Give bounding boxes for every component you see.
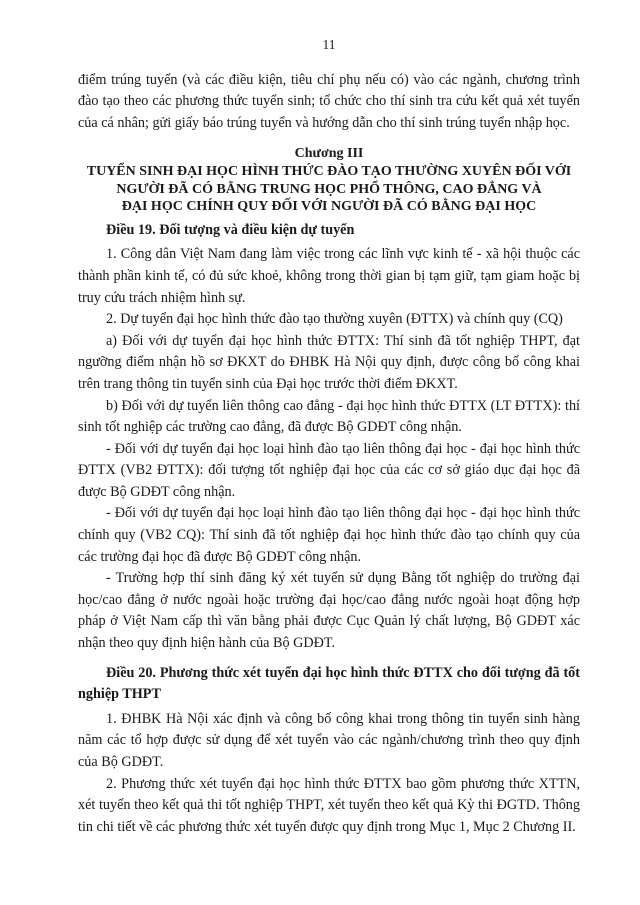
chapter-title-line: ĐẠI HỌC CHÍNH QUY ĐỐI VỚI NGƯỜI ĐÃ CÓ BẰNG ĐẠI HỌC — [121, 199, 537, 215]
chapter-title — [78, 163, 580, 216]
article-20-paragraph: 1. ĐHBK Hà Nội xác định và công bố công khai trong thông tin tuyển sinh hàng năm các tổ hợp được sử dụng để xét tuyển vào các ngành/chương trình theo quy định của Bộ GDĐT. — [78, 710, 580, 770]
chapter-title-line: NGƯỜI ĐÃ CÓ BẰNG TRUNG HỌC PHỔ THÔNG, CAO ĐẲNG VÀ — [116, 181, 542, 197]
chapter-label: Chương III — [294, 146, 364, 162]
article-19-paragraph: - Trường hợp thí sinh đăng ký xét tuyển sử dụng Bằng tốt nghiệp do trường đại học/cao đẳng ở nước ngoài hoặc trường đại học/cao đẳng nước ngoài hoạt động hợp pháp ở Việt Nam cấp thì văn bằng phải được Cục Quản lý chất lượng, Bộ GDĐT xác nhận theo quy định hiện hành của Bộ GDĐT. — [78, 570, 580, 652]
article-19-paragraph: 1. Công dân Việt Nam đang làm việc trong các lĩnh vực kinh tế - xã hội thuộc các thành phần kinh tế, có đủ sức khoẻ, không trong thời gian bị tạm giữ, tạm giam hoặc bị truy cứu trách nhiệm hình sự. — [78, 246, 580, 306]
article-19-paragraph: - Đối với dự tuyển đại học loại hình đào tạo liên thông đại học - đại học hình thức ĐTTX (VB2 ĐTTX): đối tượng tốt nghiệp đại học của các cơ sở giáo dục đại học đã được Bộ GDĐT công nhận. — [78, 440, 580, 500]
article-20-paragraph: 2. Phương thức xét tuyển đại học hình thức ĐTTX bao gồm phương thức XTTN, xét tuyển theo kết quả thi tốt nghiệp THPT, xét tuyển theo kết quả Kỳ thi ĐGTD. Thông tin chi tiết về các phương thức xét tuyển được quy định trong Mục 1, Mục 2 Chương II. — [78, 775, 580, 835]
intro-paragraph: điểm trúng tuyển (và các điều kiện, tiêu chí phụ nếu có) vào các ngành, chương trình đào tạo theo các phương thức tuyển sinh; tổ chức cho thí sinh tra cứu kết quả xét tuyển của cá nhân; gửi giấy báo trúng tuyển và hướng dẫn cho thí sinh trúng tuyển nhập học. — [78, 71, 580, 131]
article-19-paragraph: - Đối với dự tuyển đại học loại hình đào tạo liên thông đại học - đại học hình thức chính quy (VB2 CQ): Thí sinh đã tốt nghiệp đại học hình thức đào tạo chính quy của các trường đại học đã được Bộ GDĐT công nhận. — [78, 505, 580, 565]
article-20-title: Điều 20. Phương thức xét tuyển đại học hình thức ĐTTX cho đối tượng đã tốt nghiệp THPT — [78, 664, 580, 703]
article-19-paragraph: b) Đối với dự tuyển liên thông cao đẳng - đại học hình thức ĐTTX (LT ĐTTX): thí sinh tốt nghiệp các trường cao đẳng, đã được Bộ GDĐT công nhận. — [78, 397, 580, 436]
article-19-title: Điều 19. Đối tượng và điều kiện dự tuyển — [106, 221, 355, 238]
chapter-title-line: TUYỂN SINH ĐẠI HỌC HÌNH THỨC ĐÀO TẠO THƯỜNG XUYÊN ĐỐI VỚI — [86, 163, 572, 179]
article-19-paragraph: 2. Dự tuyển đại học hình thức đào tạo thường xuyên (ĐTTX) và chính quy (CQ) — [106, 311, 563, 328]
article-19-paragraph: a) Đối với dự tuyển đại học hình thức ĐTTX: Thí sinh đã tốt nghiệp THPT, đạt ngưỡng điểm nhận hồ sơ ĐKXT do ĐHBK Hà Nội quy định, được công bố công khai trên trang thông tin tuyển sinh của Đại học trước thời điểm ĐKXT. — [78, 332, 580, 392]
page-number: 11 — [322, 37, 336, 52]
